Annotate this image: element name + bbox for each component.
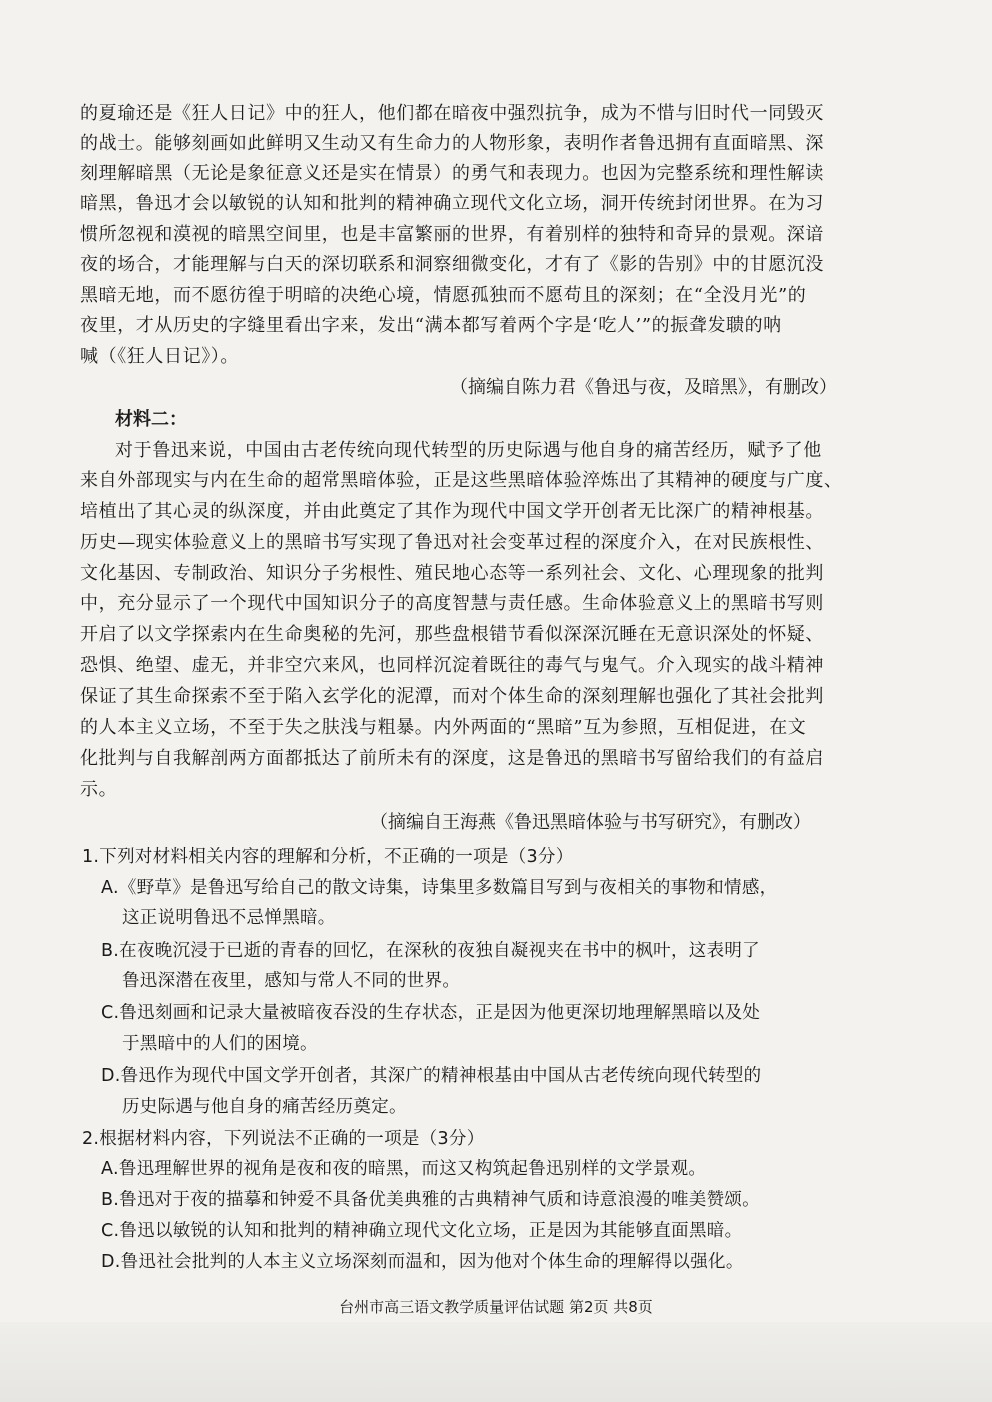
text-line: 示。 [80, 779, 118, 800]
option-b: B.鲁迅对于夜的描摹和钟爱不具备优美典雅的古典精神气质和诗意浪漫的唯美赞颂。 [101, 1190, 760, 1210]
option-a-continued: 这正说明鲁迅不忌惮黑暗。 [122, 908, 336, 928]
option-c: C.鲁迅以敏锐的认知和批判的精神确立现代文化立场，正是因为其能够直面黑暗。 [101, 1221, 743, 1241]
option-c-continued: 于黑暗中的人们的困境。 [122, 1034, 318, 1054]
text-line: 夜里，才从历史的字缝里看出字来，发出“满本都写着两个字是‘吃人’”的振聋发聩的呐 [80, 315, 782, 336]
text-line: 保证了其生命探索不至于陷入玄学化的泥潭，而对个体生命的深刻理解也强化了其社会批判 [80, 686, 824, 707]
text-line: 暗黑，鲁迅才会以敏锐的认知和批判的精神确立现代文化立场，洞开传统封闭世界。在为习 [80, 193, 824, 214]
source-citation: （摘编自陈力君《鲁迅与夜，及暗黑》，有删改） [450, 377, 837, 398]
text-line: 的夏瑜还是《狂人日记》中的狂人，他们都在暗夜中强烈抗争，成为不惜与旧时代一同毁灭 [80, 103, 824, 124]
text-line: 黑暗无地，而不愿彷徨于明暗的决绝心境，情愿孤独而不愿苟且的深刻；在“全没月光”的 [80, 285, 807, 306]
question-stem: 2.根据材料内容，下列说法不正确的一项是（3分） [82, 1129, 485, 1149]
option-d: D.鲁迅社会批判的人本主义立场深刻而温和，因为他对个体生命的理解得以强化。 [101, 1252, 744, 1272]
text-line: 文化基因、专制政治、知识分子劣根性、殖民地心态等一系列社会、文化、心理现象的批判 [80, 563, 824, 584]
text-line: 的战士。能够刻画如此鲜明又生动又有生命力的人物形象，表明作者鲁迅拥有直面暗黑、深 [80, 133, 824, 154]
text-line: 来自外部现实与内在生命的超常黑暗体验，正是这些黑暗体验淬炼出了其精神的硬度与广度、 [80, 470, 843, 491]
page-footer: 台州市高三语文教学质量评估试题 第2页 共8页 [339, 1298, 653, 1316]
text-line: 喊（《狂人日记》）。 [80, 346, 239, 367]
option-c: C.鲁迅刻画和记录大量被暗夜吞没的生存状态，正是因为他更深切地理解黑暗以及处 [101, 1003, 761, 1023]
question-stem: 1.下列对材料相关内容的理解和分析，不正确的一项是（3分） [82, 847, 574, 867]
text-line: 恐惧、绝望、虚无，并非空穴来风，也同样沉淀着既往的毒气与鬼气。介入现实的战斗精神 [80, 655, 824, 676]
text-line: 惯所忽视和漠视的暗黑空间里，也是丰富繁丽的世界，有着别样的独特和奇异的景观。深谙 [80, 224, 824, 245]
scan-margin [0, 1322, 992, 1402]
option-b-continued: 鲁迅深潜在夜里，感知与常人不同的世界。 [122, 971, 461, 991]
text-line: 夜的场合，才能理解与白天的深切联系和洞察细微变化，才有了《影的告别》中的甘愿沉没 [80, 254, 824, 275]
text-line: 对于鲁迅来说，中国由古老传统向现代转型的历史际遇与他自身的痛苦经历，赋予了他 [115, 440, 822, 461]
text-line: 中，充分显示了一个现代中国知识分子的高度智慧与责任感。生命体验意义上的黑暗书写则 [80, 593, 824, 614]
section-heading: 材料二： [115, 409, 187, 430]
text-line: 刻理解暗黑（无论是象征意义还是实在情景）的勇气和表现力。也因为完整系统和理性解读 [80, 163, 824, 184]
text-line: 开启了以文学探索内在生命奥秘的先河，那些盘根错节看似深深沉睡在无意识深处的怀疑、 [80, 624, 824, 645]
text-line: 化批判与自我解剖两方面都抵达了前所未有的深度，这是鲁迅的黑暗书写留给我们的有益启 [80, 748, 824, 769]
option-a: A.鲁迅理解世界的视角是夜和夜的暗黑，而这又构筑起鲁迅别样的文学景观。 [101, 1159, 707, 1179]
option-a: A.《野草》是鲁迅写给自己的散文诗集，诗集里多数篇目写到与夜相关的事物和情感， [101, 878, 778, 898]
text-line: 历史—现实体验意义上的黑暗书写实现了鲁迅对社会变革过程的深度介入，在对民族根性、 [80, 532, 824, 553]
option-b: B.在夜晚沉浸于已逝的青春的回忆，在深秋的夜独自凝视夹在书中的枫叶，这表明了 [101, 941, 760, 961]
option-d: D.鲁迅作为现代中国文学开创者，其深广的精神根基由中国从古老传统向现代转型的 [101, 1066, 762, 1086]
text-line: 的人本主义立场，不至于失之肤浅与粗暴。内外两面的“黑暗”互为参照，互相促进，在文 [80, 717, 807, 738]
option-d-continued: 历史际遇与他自身的痛苦经历奠定。 [122, 1097, 407, 1117]
source-citation: （摘编自王海燕《鲁迅黑暗体验与书写研究》，有删改） [370, 812, 811, 833]
text-line: 培植出了其心灵的纵深度，并由此奠定了其作为现代中国文学开创者无比深广的精神根基。 [80, 501, 824, 522]
